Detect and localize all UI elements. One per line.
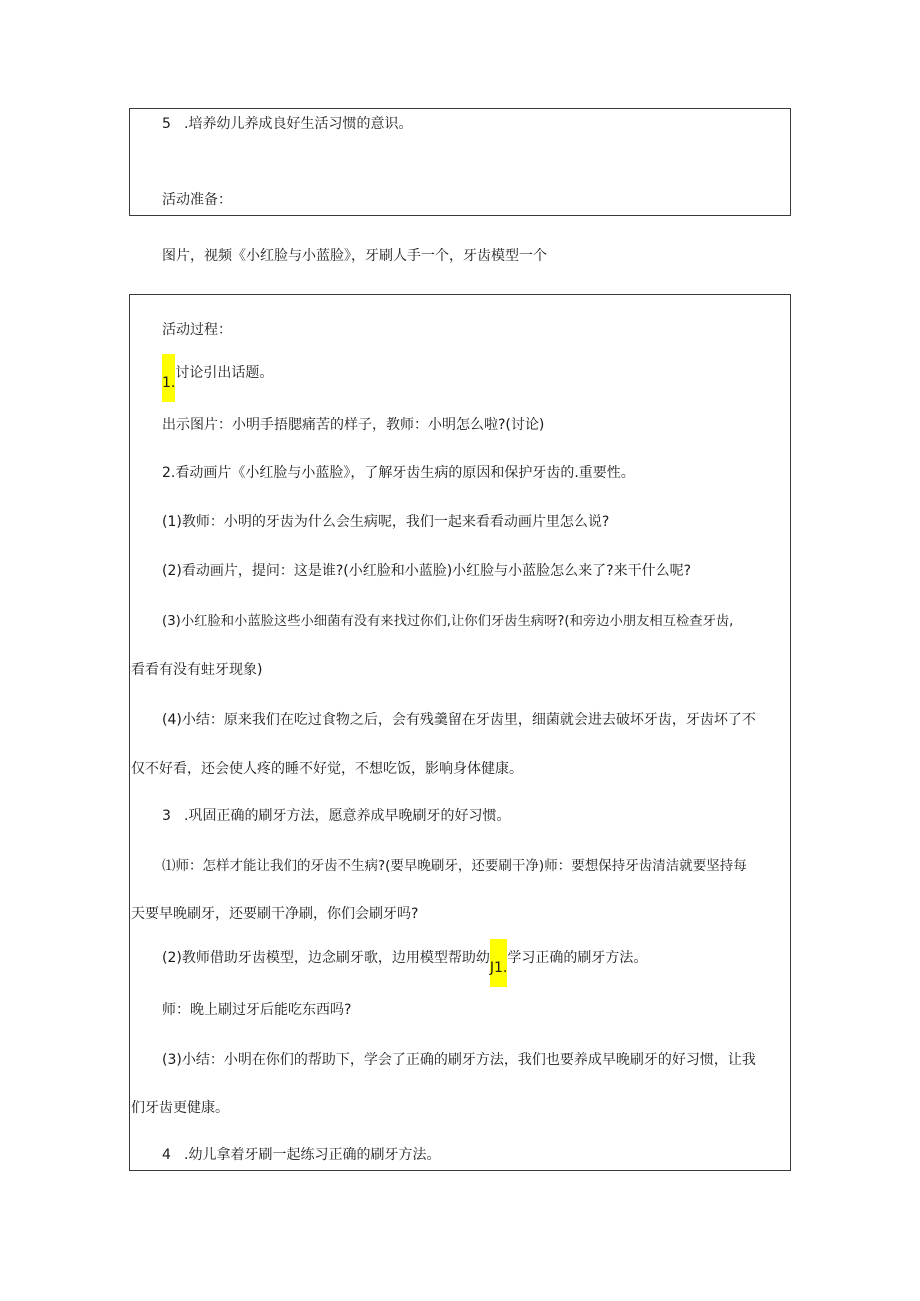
step-2-3-line-2: 看看有没有蛀牙现象) bbox=[131, 662, 263, 678]
step-1-detail: 出示图片：小明手捂腮痛苦的样子，教师：小明怎么啦?(讨论) bbox=[162, 417, 545, 433]
highlight-mark: J1. bbox=[490, 939, 508, 987]
step-3-heading bbox=[162, 806, 510, 826]
step-3-1-line-1: ⑴师：怎样才能让我们的牙齿不生病?(要早晚刷牙，还要刷干净)师：要想保持牙齿清洁就要坚持每 bbox=[162, 858, 747, 874]
step-4-number: 4 bbox=[162, 1147, 171, 1163]
step-3-2-text-after: 学习正确的刷牙方法。 bbox=[507, 950, 648, 966]
step-3-2 bbox=[162, 929, 647, 977]
step-2-3-line-1: (3)小红脸和小蓝脸这些小细菌有没有来找过你们,让你们牙齿生病呀?(和旁边小朋友相互检查牙齿, bbox=[162, 614, 734, 629]
process-label: 活动过程： bbox=[162, 322, 232, 338]
step-3-text: .巩固正确的刷牙方法，愿意养成早晚刷牙的好习惯。 bbox=[184, 808, 511, 824]
step-3-3-line-1: (3)小结：小明在你们的帮助下，学会了正确的刷牙方法，我们也要养成早晚刷牙的好习惯，让我 bbox=[162, 1052, 756, 1068]
goal-item-5-number: 5 bbox=[162, 116, 171, 132]
step-4-heading bbox=[162, 1145, 440, 1165]
step-3-3-line-2: 们牙齿更健康。 bbox=[131, 1100, 229, 1116]
step-2-1: (1)教师：小明的牙齿为什么会生病呢，我们一起来看看动画片里怎么说? bbox=[162, 514, 610, 530]
step-1-text: 讨论引出话题。 bbox=[175, 365, 274, 381]
prep-label: 活动准备： bbox=[162, 192, 232, 208]
step-3-1-line-2: 天要早晚刷牙，还要刷干净刷，你们会刷牙吗? bbox=[131, 906, 419, 922]
step-2-4-line-1: (4)小结：原来我们在吃过食物之后，会有残羹留在牙齿里，细菌就会进去破坏牙齿，牙齿坏了不 bbox=[162, 712, 756, 728]
step-3-number: 3 bbox=[162, 808, 171, 824]
step-3-2-text-before: (2)教师借助牙齿模型，边念刷牙歌，边用模型帮助幼 bbox=[162, 950, 490, 966]
step-4-text: .幼儿拿着牙刷一起练习正确的刷牙方法。 bbox=[184, 1147, 441, 1163]
highlight-mark: 1. bbox=[162, 354, 175, 402]
step-1-heading bbox=[162, 344, 273, 392]
goal-item-5 bbox=[162, 114, 412, 134]
materials-text: 图片，视频《小红脸与小蓝脸》，牙刷人手一个，牙齿模型一个 bbox=[162, 248, 547, 264]
goal-item-5-text: .培养幼儿养成良好生活习惯的意识。 bbox=[184, 116, 413, 132]
step-2-2: (2)看动画片，提问：这是谁?(小红脸和小蓝脸)小红脸与小蓝脸怎么来了?来干什么呢? bbox=[162, 563, 692, 579]
step-2-4-line-2: 仅不好看，还会使人疼的睡不好觉，不想吃饭，影响身体健康。 bbox=[131, 761, 523, 777]
step-2-heading: 2.看动画片《小红脸与小蓝脸》，了解牙齿生病的原因和保护牙齿的.重要性。 bbox=[162, 465, 635, 481]
step-3-question: 师：晚上刷过牙后能吃东西吗? bbox=[162, 1002, 352, 1018]
